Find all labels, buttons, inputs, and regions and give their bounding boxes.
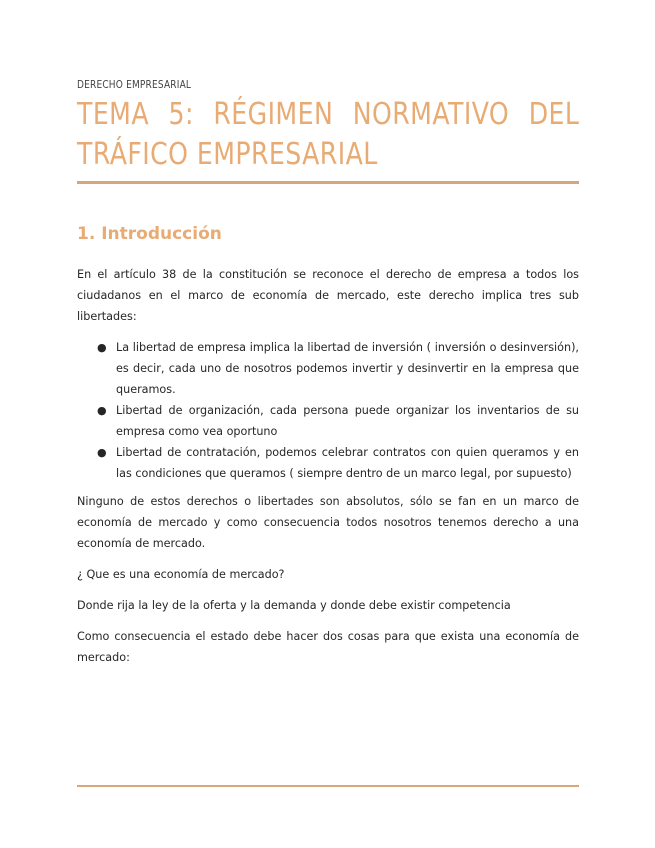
list-item-text: La libertad de empresa implica la libertad de inversión ( inversión o desinversión), es decir, cada uno de nosotros podemos invertir y desinvertir en la empresa que queramos.: [116, 341, 579, 396]
paragraph-consequence: Como consecuencia el estado debe hacer dos cosas para que exista una economía de mercado:: [77, 630, 579, 664]
intro-paragraph: En el artículo 38 de la constitución se reconoce el derecho de empresa a todos los ciudadanos en el marco de economía de mercado, este derecho implica tres sub libertades:: [77, 268, 579, 323]
section-heading: 1. Introducción: [77, 224, 222, 244]
header-divider: [77, 181, 579, 184]
list-item: [77, 442, 579, 484]
bullet-icon: ●: [97, 404, 107, 417]
document-kicker: DERECHO EMPRESARIAL: [77, 79, 192, 91]
paragraph-absolutes: Ninguno de estos derechos o libertades son absolutos, sólo se fan en un marco de economía de mercado y como consecuencia todos nosotros tenemos derecho a una economía de mercado.: [77, 495, 579, 550]
list-item: [77, 337, 579, 400]
answer-paragraph: Donde rija la ley de la oferta y la demanda y donde debe existir competencia: [77, 599, 511, 612]
document-title: TEMA 5: RÉGIMEN NORMATIVO DEL TRÁFICO EMPRESARIAL: [77, 97, 580, 172]
section-body: [77, 264, 579, 678]
list-item-text: Libertad de contratación, podemos celebrar contratos con quien queramos y en las condiciones que queramos ( siempre dentro de un marco legal, por supuesto): [116, 446, 579, 480]
question-paragraph: ¿ Que es una economía de mercado?: [77, 568, 285, 581]
footer-divider: [77, 785, 579, 787]
bullet-icon: ●: [97, 341, 107, 354]
bullet-icon: ●: [97, 446, 107, 459]
list-item: [77, 400, 579, 442]
list-item-text: Libertad de organización, cada persona puede organizar los inventarios de su empresa como vea oportuno: [116, 404, 579, 438]
liberties-list: [77, 337, 579, 484]
